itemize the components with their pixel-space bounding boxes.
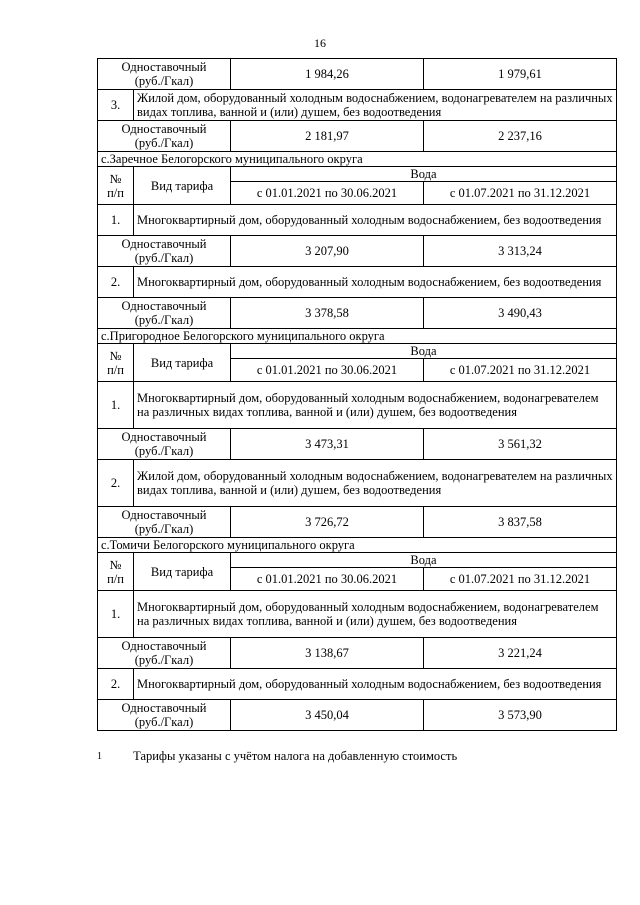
single-rate-label: Одноставочный	[121, 430, 207, 444]
price-period-2: 3 221,24	[424, 638, 617, 669]
price-period-2: 3 561,32	[424, 429, 617, 460]
unit-label: (руб./Гкал)	[134, 74, 194, 88]
table-row	[98, 507, 617, 538]
price-period-1: 3 473,31	[231, 429, 424, 460]
section-title: с.Заречное Белогорского муниципального округа	[98, 152, 617, 167]
row-number: 1.	[98, 591, 134, 638]
section-title: с.Томичи Белогорского муниципального округа	[98, 538, 617, 553]
header-tariff-type: Вид тарифа	[134, 167, 231, 205]
header-row	[98, 167, 617, 182]
single-rate-label: Одноставочный	[121, 60, 207, 74]
row-number: 2.	[98, 669, 134, 700]
header-period-1: с 01.01.2021 по 30.06.2021	[231, 568, 424, 591]
table-row	[98, 298, 617, 329]
price-period-2: 3 313,24	[424, 236, 617, 267]
price-period-1: 1 984,26	[231, 59, 424, 90]
tariff-type-cell	[98, 121, 231, 152]
table-row	[98, 267, 617, 298]
single-rate-label: Одноставочный	[121, 639, 207, 653]
table-row	[98, 59, 617, 90]
consumer-description: Многоквартирный дом, оборудованный холодным водоснабжением, водонагревателем на различных видах топлива, ванной и (или) душем, без водоотведения	[134, 591, 617, 638]
single-rate-label: Одноставочный	[121, 508, 207, 522]
table-row	[98, 382, 617, 429]
section-row	[98, 329, 617, 344]
header-pp: п/п	[107, 185, 124, 200]
consumer-description: Многоквартирный дом, оборудованный холодным водоснабжением, без водоотведения	[134, 669, 617, 700]
unit-label: (руб./Гкал)	[134, 444, 194, 458]
price-period-2: 3 573,90	[424, 700, 617, 731]
page-number: 16	[314, 36, 326, 50]
price-period-1: 2 181,97	[231, 121, 424, 152]
consumer-description: Многоквартирный дом, оборудованный холодным водоснабжением, водонагревателем на различных видах топлива, ванной и (или) душем, без водоотведения	[134, 382, 617, 429]
header-water: Вода	[231, 553, 617, 568]
table-row	[98, 669, 617, 700]
header-number-cell	[98, 344, 134, 382]
tariff-type-cell	[98, 507, 231, 538]
row-number: 1.	[98, 382, 134, 429]
price-period-2: 3 837,58	[424, 507, 617, 538]
unit-label: (руб./Гкал)	[134, 522, 194, 536]
price-period-1: 3 450,04	[231, 700, 424, 731]
single-rate-label: Одноставочный	[121, 237, 207, 251]
price-period-1: 3 138,67	[231, 638, 424, 669]
header-period-2: с 01.07.2021 по 31.12.2021	[424, 359, 617, 382]
consumer-description: Жилой дом, оборудованный холодным водоснабжением, водонагревателем на различных видах топлива, ванной и (или) душем, без водоотведения	[134, 460, 617, 507]
row-number: 1.	[98, 205, 134, 236]
header-row	[98, 344, 617, 359]
unit-label: (руб./Гкал)	[134, 715, 194, 729]
header-no: №	[109, 348, 122, 363]
section-row	[98, 152, 617, 167]
footnote-mark: 1	[97, 751, 102, 762]
table-row	[98, 700, 617, 731]
header-water: Вода	[231, 167, 617, 182]
table-row	[98, 90, 617, 121]
price-period-2: 2 237,16	[424, 121, 617, 152]
tariff-type-cell	[98, 429, 231, 460]
footnote	[97, 749, 617, 764]
header-number-cell	[98, 167, 134, 205]
price-period-2: 1 979,61	[424, 59, 617, 90]
table-row	[98, 460, 617, 507]
table-row	[98, 236, 617, 267]
price-period-1: 3 726,72	[231, 507, 424, 538]
table-row	[98, 429, 617, 460]
consumer-description: Многоквартирный дом, оборудованный холодным водоснабжением, без водоотведения	[134, 205, 617, 236]
price-period-2: 3 490,43	[424, 298, 617, 329]
header-no: №	[109, 557, 122, 572]
row-number: 3.	[98, 90, 134, 121]
header-no: №	[109, 171, 122, 186]
header-tariff-type: Вид тарифа	[134, 553, 231, 591]
section-row	[98, 538, 617, 553]
section-title: с.Пригородное Белогорского муниципального округа	[98, 329, 617, 344]
table-row	[98, 121, 617, 152]
header-period-2: с 01.07.2021 по 31.12.2021	[424, 182, 617, 205]
header-number-cell	[98, 553, 134, 591]
consumer-description: Многоквартирный дом, оборудованный холодным водоснабжением, без водоотведения	[134, 267, 617, 298]
row-number: 2.	[98, 267, 134, 298]
header-pp: п/п	[107, 362, 124, 377]
unit-label: (руб./Гкал)	[134, 251, 194, 265]
tariff-type-cell	[98, 59, 231, 90]
row-number: 2.	[98, 460, 134, 507]
header-pp: п/п	[107, 571, 124, 586]
header-period-1: с 01.01.2021 по 30.06.2021	[231, 182, 424, 205]
single-rate-label: Одноставочный	[121, 122, 207, 136]
header-water: Вода	[231, 344, 617, 359]
table-row	[98, 205, 617, 236]
price-period-1: 3 378,58	[231, 298, 424, 329]
tariff-type-cell	[98, 700, 231, 731]
header-tariff-type: Вид тарифа	[134, 344, 231, 382]
table-row	[98, 638, 617, 669]
single-rate-label: Одноставочный	[121, 299, 207, 313]
unit-label: (руб./Гкал)	[134, 313, 194, 327]
unit-label: (руб./Гкал)	[134, 653, 194, 667]
header-period-1: с 01.01.2021 по 30.06.2021	[231, 359, 424, 382]
consumer-description: Жилой дом, оборудованный холодным водоснабжением, водонагревателем на различных видах топлива, ванной и (или) душем, без водоотведения	[134, 90, 617, 121]
footnote-text: Тарифы указаны с учётом налога на добавленную стоимость	[133, 749, 458, 763]
unit-label: (руб./Гкал)	[134, 136, 194, 150]
header-row	[98, 553, 617, 568]
price-period-1: 3 207,90	[231, 236, 424, 267]
tariff-type-cell	[98, 236, 231, 267]
single-rate-label: Одноставочный	[121, 701, 207, 715]
tariff-type-cell	[98, 298, 231, 329]
tariff-type-cell	[98, 638, 231, 669]
table-row	[98, 591, 617, 638]
tariff-table	[97, 58, 617, 731]
header-period-2: с 01.07.2021 по 31.12.2021	[424, 568, 617, 591]
